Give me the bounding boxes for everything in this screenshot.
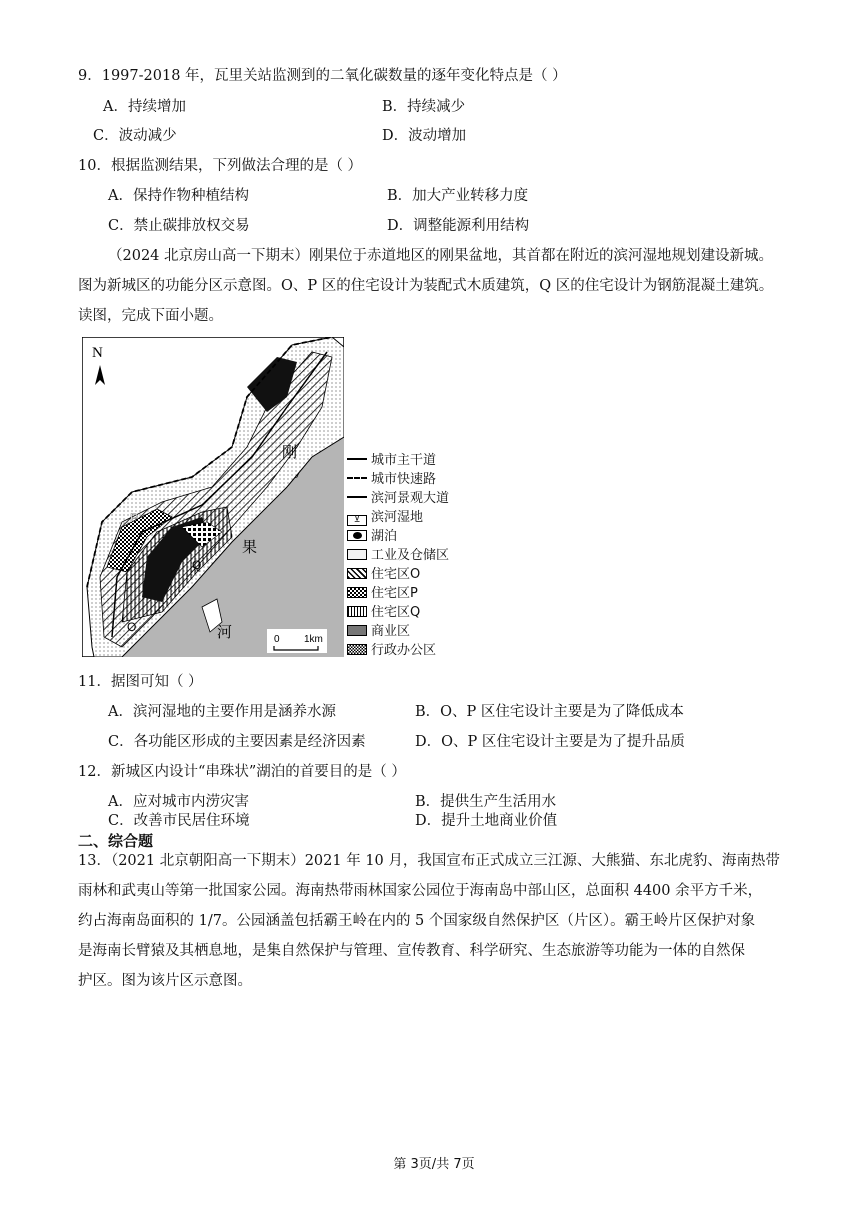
legend-item-riverside-avenue: 滨河景观大道 xyxy=(347,490,449,508)
q9-option-a: A．持续增加 xyxy=(103,99,186,115)
q9-option-c: C．波动减少 xyxy=(93,128,177,144)
q10-option-a: A．保持作物种植结构 xyxy=(108,188,249,204)
scale-zero: 0 xyxy=(274,634,280,645)
q13-line-5: 护区。图为该片区示意图。 xyxy=(78,973,252,989)
q10-stem: 10．根据监测结果，下列做法合理的是（ ） xyxy=(78,158,363,174)
page-number: 第 3页/共 7页 xyxy=(393,1157,475,1172)
river-label-3: 河 xyxy=(217,625,233,641)
river-label-1: 刚 xyxy=(282,445,298,461)
q12-stem: 12．新城区内设计“串珠状”湖泊的首要目的是（ ） xyxy=(78,764,406,780)
q9-stem: 9．1997-2018 年，瓦里关站监测到的二氧化碳数量的逐年变化特点是（ ） xyxy=(78,68,567,84)
zone-label-o: O xyxy=(127,620,137,634)
q11-option-d: D．O、P 区住宅设计主要是为了提升品质 xyxy=(415,734,685,750)
legend-item-lake: 湖泊 xyxy=(347,528,397,546)
q13-line-1: 13．（2021 北京朝阳高一下期末）2021 年 10 月，我国宣布正式成立三江源、大熊猫、东北虎豹、海南热带 xyxy=(78,853,780,869)
scale-label: 1km xyxy=(304,634,323,645)
legend-item-wetland: ⊻ 滨河湿地 xyxy=(347,509,423,527)
legend-item-commercial: 商业区 xyxy=(347,623,410,641)
legend-item-industrial: 工业及仓储区 xyxy=(347,547,449,565)
q12-option-c: C．改善市民居住环境 xyxy=(108,813,250,829)
zone-label-p: P xyxy=(130,511,139,525)
q9-option-d: D．波动增加 xyxy=(382,128,467,144)
legend-item-administrative: 行政办公区 xyxy=(347,642,436,660)
zone-label-q: Q xyxy=(192,558,202,572)
q12-option-a: A．应对城市内涝灾害 xyxy=(108,794,249,810)
new-city-zoning-map xyxy=(82,337,344,657)
q9-option-b: B．持续减少 xyxy=(382,99,466,115)
q13-line-4: 是海南长臂猿及其栖息地，是集自然保护与管理、宣传教育、科学研究、生态旅游等功能为一体的自然保 xyxy=(78,943,745,959)
north-label: N xyxy=(92,345,103,361)
q10-option-b: B．加大产业转移力度 xyxy=(387,188,529,204)
intro-line-1: （2024 北京房山高一下期末）刚果位于赤道地区的刚果盆地，其首都在附近的滨河湿地规划建设新城。 xyxy=(108,248,774,264)
q10-option-d: D．调整能源利用结构 xyxy=(387,218,530,234)
intro-line-3: 读图，完成下面小题。 xyxy=(78,308,223,324)
q11-option-a: A．滨河湿地的主要作用是涵养水源 xyxy=(108,704,336,720)
q13-line-3: 约占海南岛面积的 1/7。公园涵盖包括霸王岭在内的 5 个国家级自然保护区（片区）。霸王岭片区保护对象 xyxy=(78,913,756,929)
intro-line-2: 图为新城区的功能分区示意图。O、P 区的住宅设计为装配式木质建筑，Q 区的住宅设计为钢筋混凝土建筑。 xyxy=(78,278,774,294)
legend-item-residential-o: 住宅区O xyxy=(347,566,420,584)
legend-item-residential-p: 住宅区P xyxy=(347,585,418,603)
q10-option-c: C．禁止碳排放权交易 xyxy=(108,218,250,234)
q11-option-b: B．O、P 区住宅设计主要是为了降低成本 xyxy=(415,704,684,720)
legend-item-trunk-road: 城市主干道 xyxy=(347,452,436,470)
river-label-2: 果 xyxy=(242,540,258,556)
section-heading: 二、综合题 xyxy=(78,832,154,850)
q11-stem: 11．据图可知（ ） xyxy=(78,674,203,690)
q12-option-b: B．提供生产生活用水 xyxy=(415,794,557,810)
q13-line-2: 雨林和武夷山等第一批国家公园。海南热带雨林国家公园位于海南岛中部山区，总面积 4400 余平方千米， xyxy=(78,883,763,899)
legend-item-residential-q: 住宅区Q xyxy=(347,604,420,622)
q12-option-d: D．提升土地商业价值 xyxy=(415,813,558,829)
q11-option-c: C．各功能区形成的主要因素是经济因素 xyxy=(108,734,366,750)
legend-item-expressway: 城市快速路 xyxy=(347,471,436,489)
